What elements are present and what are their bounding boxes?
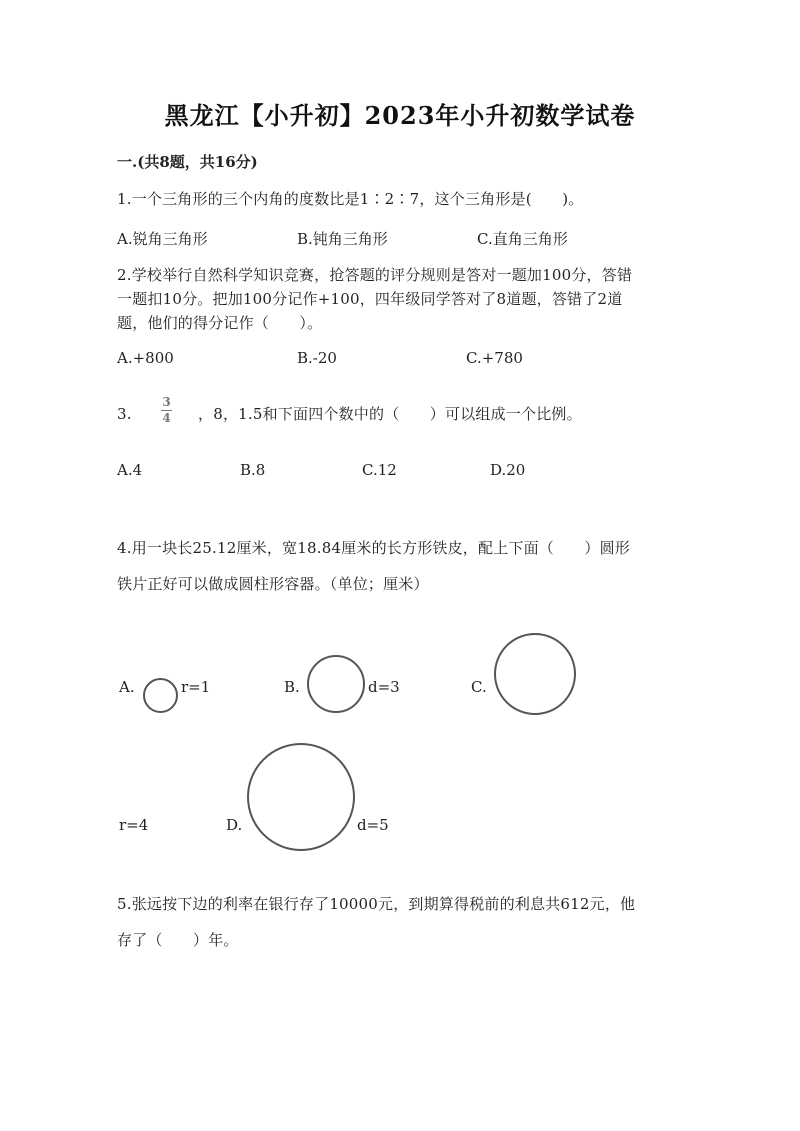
q2-option-a[interactable]: A.+800: [117, 349, 174, 367]
q3-option-a[interactable]: A.4: [117, 461, 143, 479]
q1-option-a[interactable]: A.锐角三角形: [117, 230, 208, 248]
q1-option-b[interactable]: B.钝角三角形: [297, 230, 388, 248]
circle-c-icon: [494, 633, 576, 715]
q4-option-b[interactable]: B.: [284, 678, 300, 696]
circle-d-icon: [247, 743, 355, 851]
q2-option-c[interactable]: C.+780: [466, 349, 523, 367]
q4-label-c: r=4: [119, 816, 149, 834]
q2-option-b[interactable]: B.-20: [297, 349, 337, 367]
question-2-line-3: 题，他们的得分记作（ ）。: [117, 314, 323, 332]
q3-option-b[interactable]: B.8: [240, 461, 266, 479]
q4-option-c[interactable]: C.: [471, 678, 487, 696]
question-2-line-2: 一题扣10分。把加100分记作+100，四年级同学答对了8道题，答错了2道: [117, 290, 623, 308]
circle-b-icon: [307, 655, 365, 713]
fraction-numerator: 3: [162, 395, 171, 409]
q4-option-d[interactable]: D.: [226, 816, 243, 834]
page-title: 黑龙江【小升初】2023年小升初数学试卷: [164, 101, 636, 130]
circle-a-icon: [143, 678, 178, 713]
q4-label-b: d=3: [368, 678, 400, 696]
question-5-line-1: 5.张远按下边的利率在银行存了10000元，到期算得税前的利息共612元，他: [117, 895, 636, 913]
question-3-text: ，8，1.5和下面四个数中的（ ）可以组成一个比例。: [198, 405, 582, 423]
question-1-text: 1.一个三角形的三个内角的度数比是1∶2∶7，这个三角形是( )。: [117, 190, 584, 208]
q1-option-c[interactable]: C.直角三角形: [477, 230, 568, 248]
q4-label-d: d=5: [357, 816, 389, 834]
question-5-line-2: 存了（ ）年。: [117, 931, 239, 949]
question-4-line-2: 铁片正好可以做成圆柱形容器。（单位；厘米）: [117, 575, 429, 593]
section-heading: 一.(共8题，共16分): [117, 153, 258, 171]
question-4-line-1: 4.用一块长25.12厘米，宽18.84厘米的长方形铁皮，配上下面（ ）圆形: [117, 539, 630, 557]
question-3-number: 3.: [117, 405, 132, 423]
q3-option-c[interactable]: C.12: [362, 461, 397, 479]
q3-option-d[interactable]: D.20: [490, 461, 526, 479]
q4-option-a[interactable]: A.: [119, 678, 135, 696]
fraction-three-quarters: [161, 396, 172, 425]
q4-label-a: r=1: [181, 678, 211, 696]
fraction-denominator: 4: [162, 411, 171, 425]
question-2-line-1: 2.学校举行自然科学知识竞赛，抢答题的评分规则是答对一题加100分，答错: [117, 266, 633, 284]
